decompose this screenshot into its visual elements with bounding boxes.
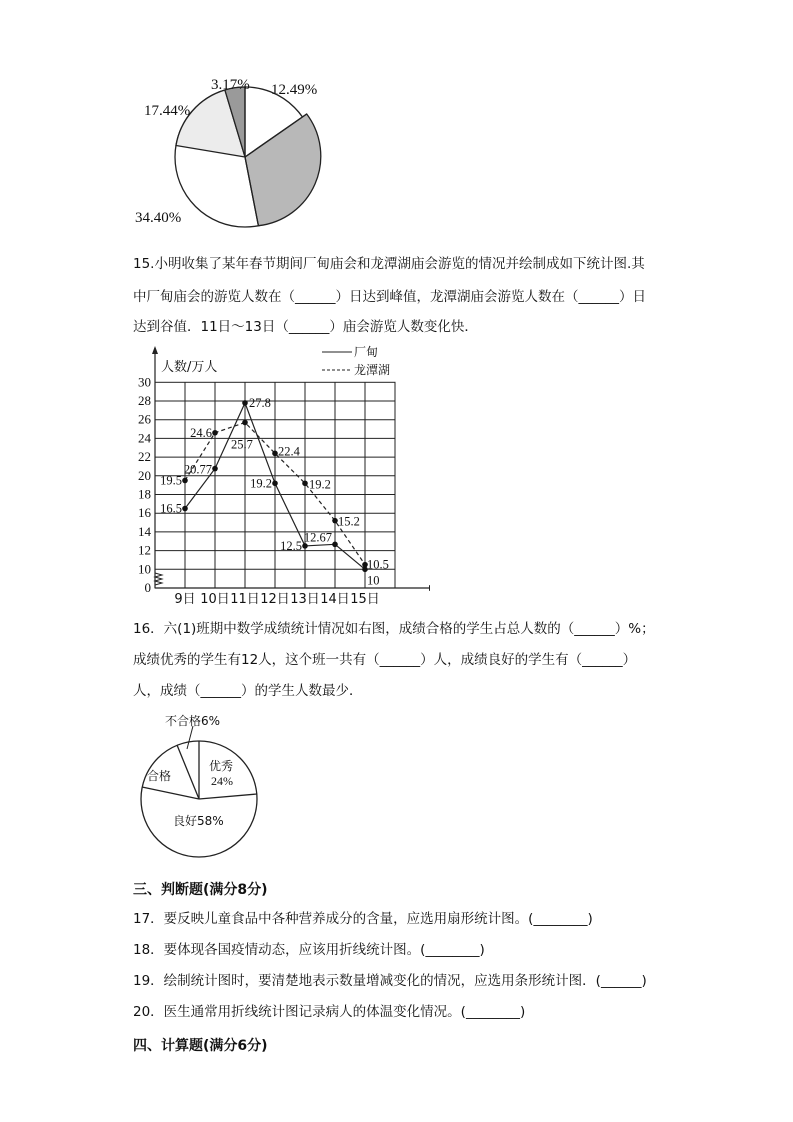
q15-line3: 达到谷值．11日～13日（______）庙会游览人数变化快．	[133, 319, 478, 335]
q16-line2: 成绩优秀的学生有12人，这个班一共有（______）人，成绩良好的学生有（______）	[133, 652, 637, 668]
point-longtanhu	[272, 451, 278, 457]
point-changdian	[242, 400, 248, 406]
pie1-label-3440: 34.40%	[135, 210, 182, 226]
point-changdian	[182, 506, 188, 512]
data-label-longtanhu: 19.2	[309, 477, 331, 492]
data-label-changdian: 10	[367, 573, 380, 588]
legend-label-longtanhu: 龙潭湖	[354, 363, 391, 377]
x-tick-label: 13日	[290, 592, 320, 607]
point-longtanhu	[182, 478, 188, 484]
y-tick-label: 20	[138, 467, 151, 483]
pie2-label-excellent-pct: 24%	[211, 774, 233, 788]
q15-line1: 15.小明收集了某年春节期间厂甸庙会和龙潭湖庙会游览的情况并绘制成如下统计图.其	[133, 256, 645, 272]
y-tick-label: 16	[138, 505, 151, 521]
data-label-longtanhu: 25.7	[231, 437, 253, 452]
q15-line2: 中厂甸庙会的游览人数在（______）日达到峰值，龙潭湖庙会游览人数在（______）日	[133, 289, 646, 305]
point-longtanhu	[212, 430, 218, 436]
data-label-changdian: 27.8	[249, 395, 271, 410]
pie2-label-fail: 不合格6%	[165, 714, 221, 728]
y-tick-label: 30	[138, 374, 151, 390]
pie2-label-excellent: 优秀	[209, 759, 234, 773]
point-longtanhu	[242, 420, 248, 426]
section3-heading: 三、判断题(满分8分)	[133, 882, 268, 898]
data-label-changdian: 16.5	[160, 501, 182, 516]
y-tick-label: 18	[138, 486, 151, 502]
x-tick-label: 14日	[320, 592, 350, 607]
data-label-changdian: 19.2	[250, 476, 272, 491]
q20: 20．医生通常用折线统计图记录病人的体温变化情况。(________)	[133, 1004, 526, 1020]
section4-heading: 四、计算题(满分6分)	[133, 1038, 268, 1054]
y-tick-label: 14	[138, 523, 151, 539]
y-tick-label: 24	[138, 430, 151, 446]
x-tick-label: 10日	[200, 592, 230, 607]
q17: 17．要反映儿童食品中各种营养成分的含量，应选用扇形统计图。(________)	[133, 911, 593, 927]
y-axis-arrow	[152, 346, 158, 354]
pie1-label-1249: 12.49%	[271, 82, 318, 98]
point-changdian	[332, 542, 338, 548]
data-label-longtanhu: 19.5	[160, 473, 182, 488]
y-tick-label: 0	[144, 580, 151, 595]
y-tick-label: 28	[138, 393, 151, 408]
y-tick-label: 26	[138, 411, 151, 427]
data-label-longtanhu: 10.5	[367, 557, 389, 572]
point-changdian	[272, 480, 278, 486]
x-tick-label: 15日	[350, 592, 380, 607]
q16-line3: 人，成绩（______）的学生人数最少．	[133, 683, 363, 699]
x-tick-label: 9日	[174, 592, 196, 607]
x-tick-label: 12日	[260, 592, 290, 607]
pie2-label-good: 良好58%	[173, 814, 224, 828]
x-tick-label: 11日	[230, 592, 260, 607]
y-axis-title: 人数/万人	[161, 360, 218, 375]
pie2-label-pass: 合格	[147, 769, 172, 783]
x-axis-arrow	[429, 585, 430, 591]
data-label-longtanhu: 24.6	[190, 425, 212, 440]
pie1-label-317: 3.17%	[211, 77, 250, 93]
legend-label-changdian: 厂甸	[354, 345, 379, 359]
point-changdian	[212, 466, 218, 472]
point-longtanhu	[302, 480, 308, 486]
q19: 19．绘制统计图时，要清楚地表示数量增减变化的情况，应选用条形统计图．(______)	[133, 973, 647, 989]
y-tick-label: 22	[138, 449, 151, 465]
data-label-changdian: 12.67	[303, 530, 332, 545]
data-label-longtanhu: 15.2	[338, 514, 360, 529]
y-tick-label: 10	[138, 561, 151, 577]
data-label-changdian: 12.5	[280, 538, 302, 553]
pie1-label-1744: 17.44%	[144, 103, 191, 119]
axis-break-mark	[155, 573, 162, 585]
pie-chart-1	[130, 70, 360, 240]
data-label-longtanhu: 22.4	[278, 444, 300, 459]
data-label-changdian: 20.77	[183, 462, 212, 477]
y-tick-label: 12	[138, 542, 151, 558]
q18: 18．要体现各国疫情动态，应该用折线统计图。(________)	[133, 942, 485, 958]
pie-chart-2	[135, 710, 265, 865]
point-longtanhu	[332, 518, 338, 524]
q16-line1: 16．六(1)班期中数学成绩统计情况如右图，成绩合格的学生占总人数的（______）%；	[133, 621, 655, 637]
line-chart	[130, 340, 430, 610]
